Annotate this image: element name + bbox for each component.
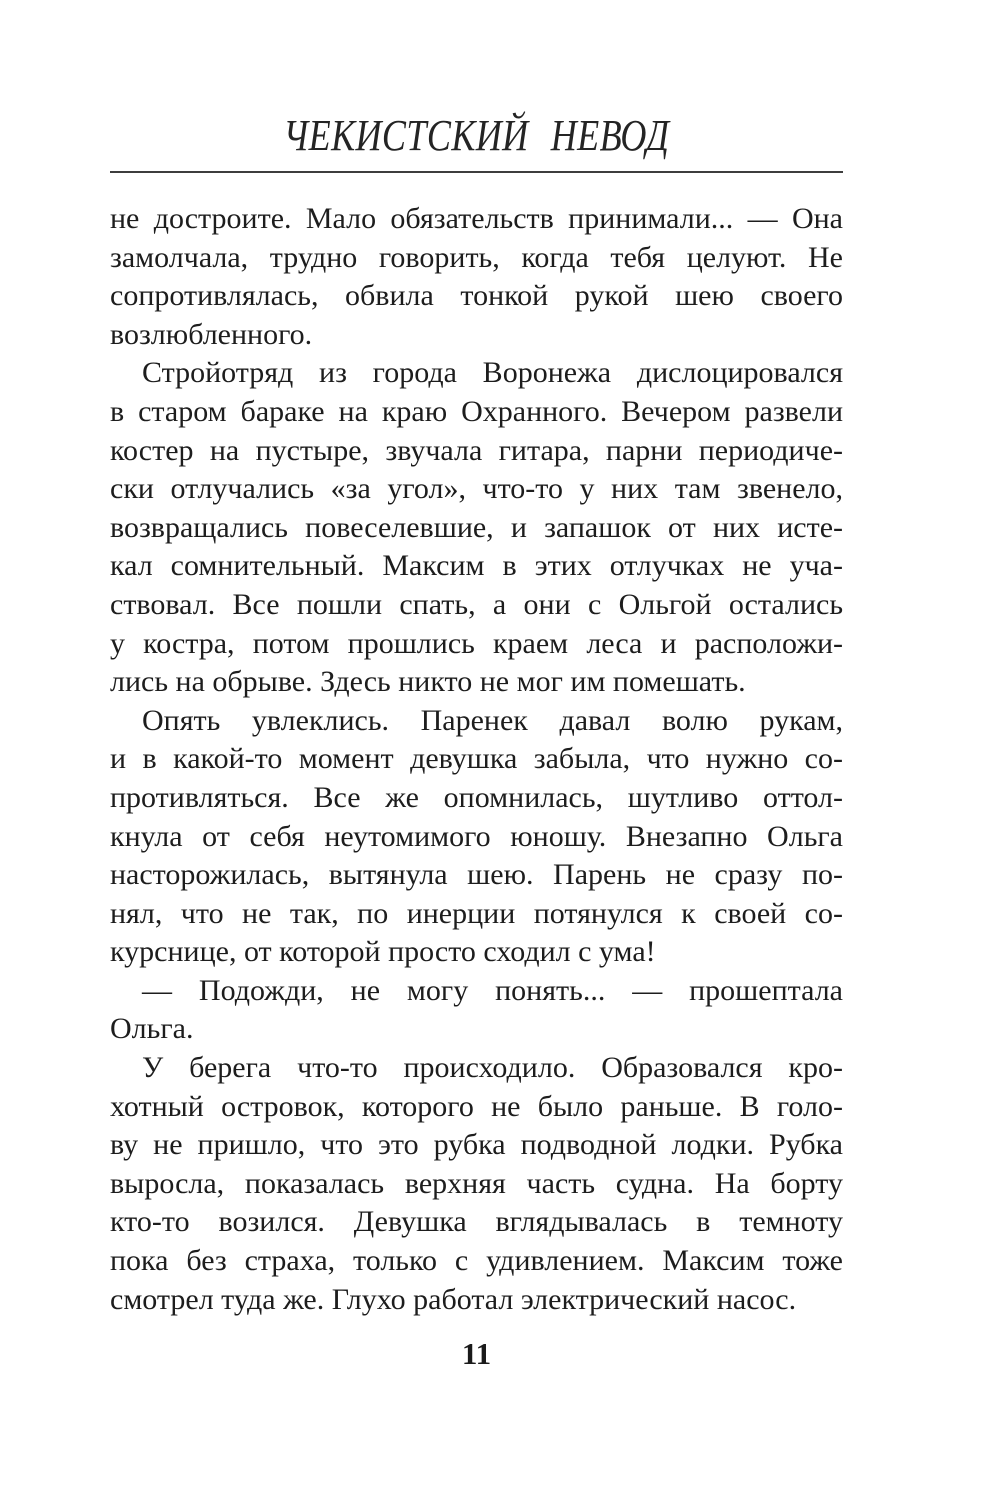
- text-line: смотрел туда же. Глухо работал электрический насос.: [110, 1282, 797, 1316]
- text-line: У берега что-то происходило. Образовался кро-: [142, 1051, 843, 1085]
- text-line: ски отлучались «за угол», что-то у них там звенело,: [110, 472, 843, 506]
- text-column: [110, 0, 843, 1496]
- text-line: лись на обрыве. Здесь никто не мог им помешать.: [110, 665, 746, 699]
- chapter-title-text: ЧЕКИСТСКИЙ НЕВОД: [283, 111, 670, 160]
- text-line: пока без страха, только с удивлением. Максим тоже: [110, 1244, 843, 1278]
- header-rule: [110, 171, 843, 173]
- text-line: нял, что не так, по инерции потянулся к своей со-: [110, 896, 843, 930]
- text-line: Опять увлеклись. Паренек давал волю рукам,: [142, 703, 843, 737]
- text-line: ствовал. Все пошли спать, а они с Ольгой остались: [110, 587, 843, 621]
- text-line: и в какой-то момент девушка забыла, что нужно со-: [110, 742, 843, 776]
- text-line: Стройотряд из города Воронежа дислоцировался: [142, 356, 843, 390]
- text-line: возвращались повеселевшие, и запашок от них исте-: [110, 510, 843, 544]
- text-line: сопротивлялась, обвила тонкой рукой шею своего: [110, 279, 843, 313]
- text-line: кнула от себя неутомимого юношу. Внезапно Ольга: [110, 819, 843, 853]
- text-line: костер на пустыре, звучала гитара, парни периодиче-: [110, 433, 843, 467]
- text-line: насторожилась, вытянула шею. Парень не сразу по-: [110, 858, 843, 892]
- text-line: хотный островок, которого не было раньше. В голо-: [110, 1089, 843, 1123]
- text-line: замолчала, трудно говорить, когда тебя целуют. Не: [110, 240, 843, 274]
- text-line: курснице, от которой просто сходил с ума!: [110, 935, 656, 969]
- chapter-title: [110, 112, 843, 160]
- text-block: [110, 200, 843, 1319]
- text-line: Ольга.: [110, 1012, 194, 1046]
- text-line: — Подожди, не могу понять... — прошептала: [142, 973, 843, 1007]
- text-line: возлюбленного.: [110, 317, 313, 351]
- text-line: противляться. Все же опомнилась, шутливо оттол-: [110, 780, 843, 814]
- text-line: в старом бараке на краю Охранного. Вечером развели: [110, 394, 843, 428]
- text-line: кал сомнительный. Максим в этих отлучках не уча-: [110, 549, 843, 583]
- text-line: у костра, потом прошлись краем леса и расположи-: [110, 626, 843, 660]
- text-line: ву не пришло, что это рубка подводной лодки. Рубка: [110, 1128, 843, 1162]
- text-line: не достроите. Мало обязательств принимали... — Она: [110, 202, 843, 235]
- text-line: кто-то возился. Девушка вглядывалась в темноту: [110, 1205, 843, 1239]
- text-line: выросла, показалась верхняя часть судна. На борту: [110, 1166, 843, 1200]
- page-number: 11: [461, 1336, 492, 1371]
